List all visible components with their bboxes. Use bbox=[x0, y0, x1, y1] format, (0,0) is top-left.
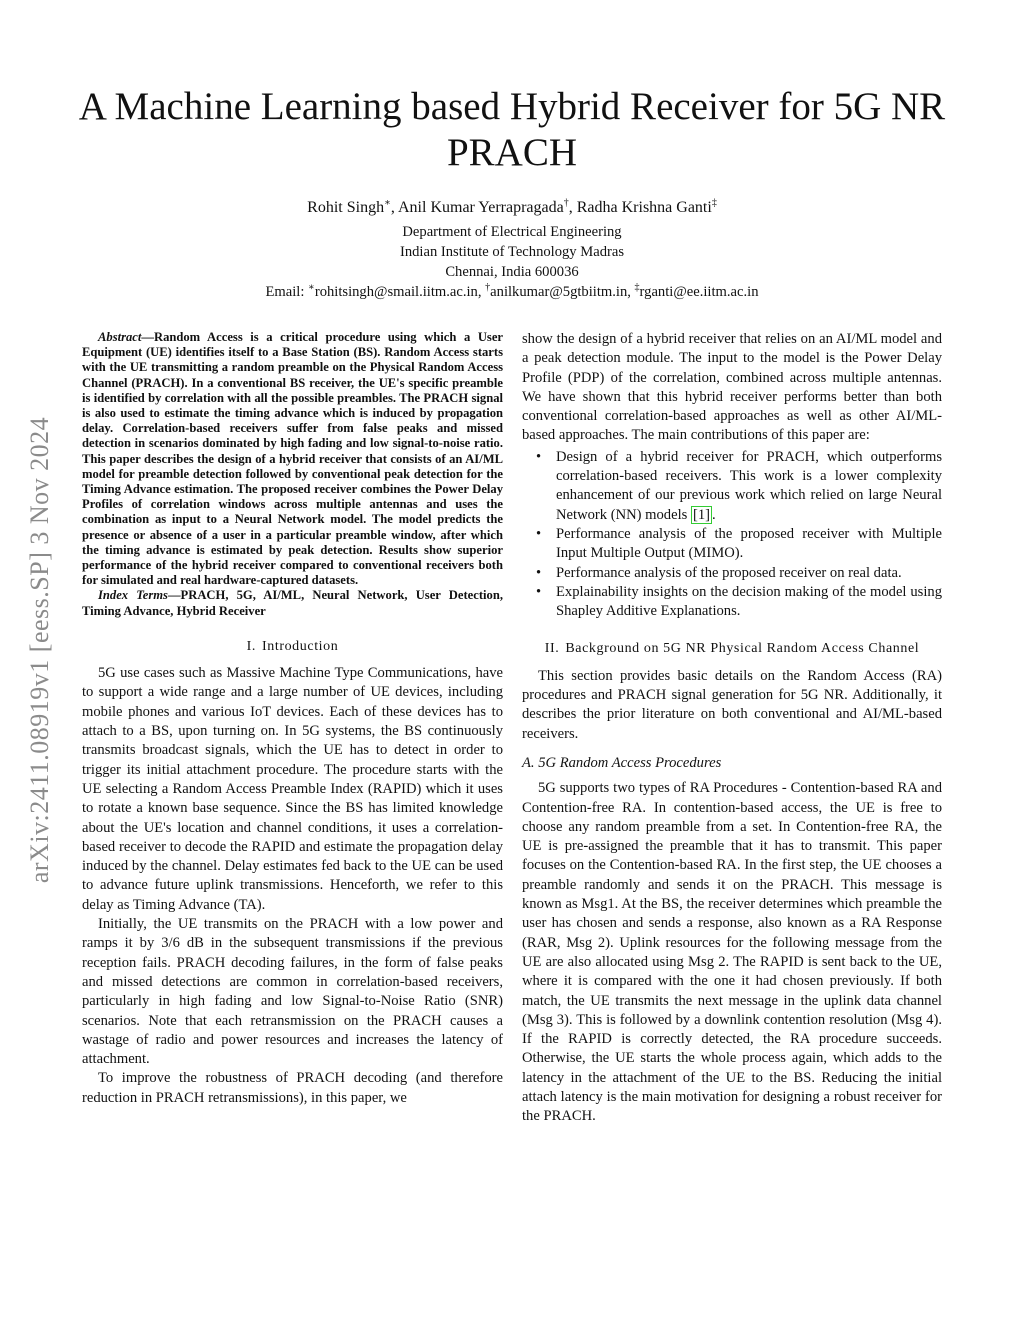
list-item-text: Design of a hybrid receiver for PRACH, which outperforms correlation-based receivers. This work is a lower complexity enhancement of our previous work which relied on large Neural Network (NN) models bbox=[556, 448, 942, 523]
paragraph: To improve the robustness of PRACH decoding (and therefore reduction in PRACH retransmissions), in this paper, we bbox=[82, 1070, 503, 1106]
email-link[interactable]: rohitsingh@smail.iitm.ac.in, bbox=[314, 284, 482, 300]
list-item bbox=[536, 525, 942, 564]
author-name: Rohit Singh bbox=[307, 199, 385, 216]
author-list: Rohit Singh∗, Anil Kumar Yerrapragada†, Radha Krishna Ganti‡ bbox=[307, 197, 717, 216]
section-number: II. bbox=[544, 641, 560, 657]
arxiv-stamp: arXiv:2411.08919v1 [eess.SP] 3 Nov 2024 bbox=[25, 416, 54, 884]
department: Department of Electrical Engineering bbox=[402, 224, 622, 240]
city: Chennai, India 600036 bbox=[445, 264, 579, 280]
abstract-label: Abstract bbox=[98, 330, 142, 344]
contribution-list bbox=[522, 448, 942, 622]
bullet: • bbox=[536, 525, 542, 542]
paper-title: A Machine Learning based Hybrid Receiver for 5G NR PRACH bbox=[78, 85, 946, 174]
bullet: • bbox=[536, 564, 542, 581]
section-title: Background on 5G NR Physical Random Access Channel bbox=[565, 641, 920, 657]
abstract-dash: — bbox=[141, 330, 154, 344]
section-heading bbox=[522, 639, 942, 658]
email-mark: † bbox=[485, 282, 491, 294]
author-name: Radha Krishna Ganti bbox=[576, 199, 712, 216]
author-mark: ∗ bbox=[384, 197, 391, 209]
bullet: • bbox=[536, 448, 542, 465]
author-name: Anil Kumar Yerrapragada bbox=[398, 199, 564, 216]
right-column bbox=[522, 330, 942, 1127]
left-column bbox=[82, 330, 503, 1108]
bullet: • bbox=[536, 583, 542, 600]
email-label: Email: bbox=[265, 284, 309, 300]
index-terms bbox=[82, 588, 503, 618]
paragraph: 5G supports two types of RA Procedures - Contention-based RA and Contention-free RA. In contention-based access, the UE is free to choose any random preamble from a set. In Contention-free RA, the UE is pre-assigned the preamble that it has to transmit. This paper focuses on the Contention-based RA. In the first step, the UE chooses a preamble randomly and sends it on the PRACH. This message is known as Msg1. At the BS, the receiver determines which preamble the user has chosen and sends a response, also known as a RA Response (RAR, Msg 2). Uplink resources for the following message from the UE are also allocated using Msg 2. The RAPID is sent back to the UE, where it is compared with the one it had chosen previously. If both match, the UE transmits the next message in the uplink data channel (Msg 3). This is followed by a downlink contention resolution (Msg 4). If the RAPID is correctly detected, the RA procedure succeeds. Otherwise, the UE starts the whole process again, which adds to the latency in the attachment of the UE to the BS. Reducing the initial attach latency is the main motivation for designing a robust receiver for the PRACH. bbox=[522, 780, 942, 1125]
list-item bbox=[536, 448, 942, 525]
paragraph: Initially, the UE transmits on the PRACH with a low power and ramps it by 3/6 dB in the subsequent transmissions if the previous reception fails. PRACH decoding failures, in the form of false peaks and missed detections are common in correlation-based receivers, particularly in high fading and low Signal-to-Noise Ratio (SNR) scenarios. Note that each retransmission on the PRACH causes a wastage of radio and power resources and increases the latency of attachment. bbox=[82, 916, 503, 1068]
list-item bbox=[536, 564, 942, 583]
paragraph: show the design of a hybrid receiver that relies on an AI/ML model and a peak detection module. The input to the model is the Power Delay Profile (PDP) of the correlation, combined across multiple antennas. We have shown that this hybrid receiver performs better than both conventional correlation-based approaches as well as other AI/ML-based approaches. The main contributions of this paper are: bbox=[522, 331, 942, 444]
paragraph: 5G use cases such as Massive Machine Type Communications, have to support a wide range and a large number of UE devices, including mobile phones and various IoT devices. Each of these devices has to attach to a BS, upon turning on. In 5G systems, the BS continuously transmits broadcast signals, which the UE has to detect in order to trigger its initial attachment procedure. The procedure starts with the UE selecting a Random Access Preamble Index (RAPID) which it uses to rotate a known base sequence. Since the BS has limited knowledge about the UE's location and channel conditions, it uses a correlation-based receiver to decode the RAPID and estimate the propagation delay induced by the channel. Delay estimates fed back to the UE can be used to advance future uplink transmissions. Henceforth, we refer to this delay as Timing Advance (TA). bbox=[82, 665, 503, 913]
list-item-end: . bbox=[712, 506, 716, 523]
email-link[interactable]: rganti@ee.iitm.ac.in bbox=[639, 284, 759, 300]
author-mark: ‡ bbox=[711, 197, 717, 209]
email-line bbox=[100, 282, 924, 302]
list-item bbox=[536, 583, 942, 622]
paragraph: This section provides basic details on the Random Access (RA) procedures and PRACH signal generation for 5G NR. Additionally, it describes the prior literature on both conventional and AI/ML-based receivers. bbox=[522, 667, 942, 742]
index-terms-text: PRACH, 5G, AI/ML, Neural Network, User Detection, Timing Advance, Hybrid Receiver bbox=[82, 588, 503, 618]
author-mark: † bbox=[563, 197, 569, 209]
index-terms-label: Index Terms bbox=[98, 588, 168, 603]
email-mark: ‡ bbox=[634, 282, 640, 294]
abstract-text: Random Access is a critical procedure using which a User Equipment (UE) identifies itself to a Base Station (BS). Random Access starts with the UE transmitting a random preamble on the Physical Random Access Channel (PRACH). In a conventional BS receiver, the UE's specific preamble is identified by correlation with all the possible preambles. The PRACH signal is also used to estimate the timing advance which is induced by propagation delay. Correlation-based receivers suffer from false peaks and missed detection in scenarios dominated by high fading and low signal-to-noise ratio. This paper describes the design of a hybrid receiver that consists of an AI/ML model for preamble detection followed by conventional peak detection for the Timing Advance estimation. The proposed receiver combines the Power Delay Profiles of correlation windows across multiple antennas and uses the combination as input to a Neural Network model. The model predicts the presence or absence of a user in a particular preamble window, after which the timing advance is estimated by peak detection. Results show superior performance of the hybrid receiver compared to conventional receivers both for simulated and real hardware-captured datasets. bbox=[82, 330, 503, 588]
index-terms-dash: — bbox=[167, 588, 181, 603]
email-link[interactable]: anilkumar@5gtbiitm.in, bbox=[490, 284, 631, 300]
citation-link[interactable]: [1] bbox=[692, 506, 710, 523]
subsection-heading: A. 5G Random Access Procedures bbox=[522, 754, 722, 771]
abstract bbox=[82, 330, 503, 588]
section-heading bbox=[82, 637, 503, 656]
list-item-text: Performance analysis of the proposed receiver on real data. bbox=[556, 564, 902, 581]
email-mark: ∗ bbox=[308, 282, 315, 294]
list-item-text: Explainability insights on the decision making of the model using Shapley Additive Explanations. bbox=[556, 583, 942, 620]
author-block bbox=[100, 196, 924, 302]
section-title: Introduction bbox=[261, 638, 339, 654]
list-item-text: Performance analysis of the proposed receiver with Multiple Input Multiple Output (MIMO). bbox=[556, 525, 942, 562]
section-number: I. bbox=[246, 638, 256, 654]
institution: Indian Institute of Technology Madras bbox=[399, 244, 625, 260]
